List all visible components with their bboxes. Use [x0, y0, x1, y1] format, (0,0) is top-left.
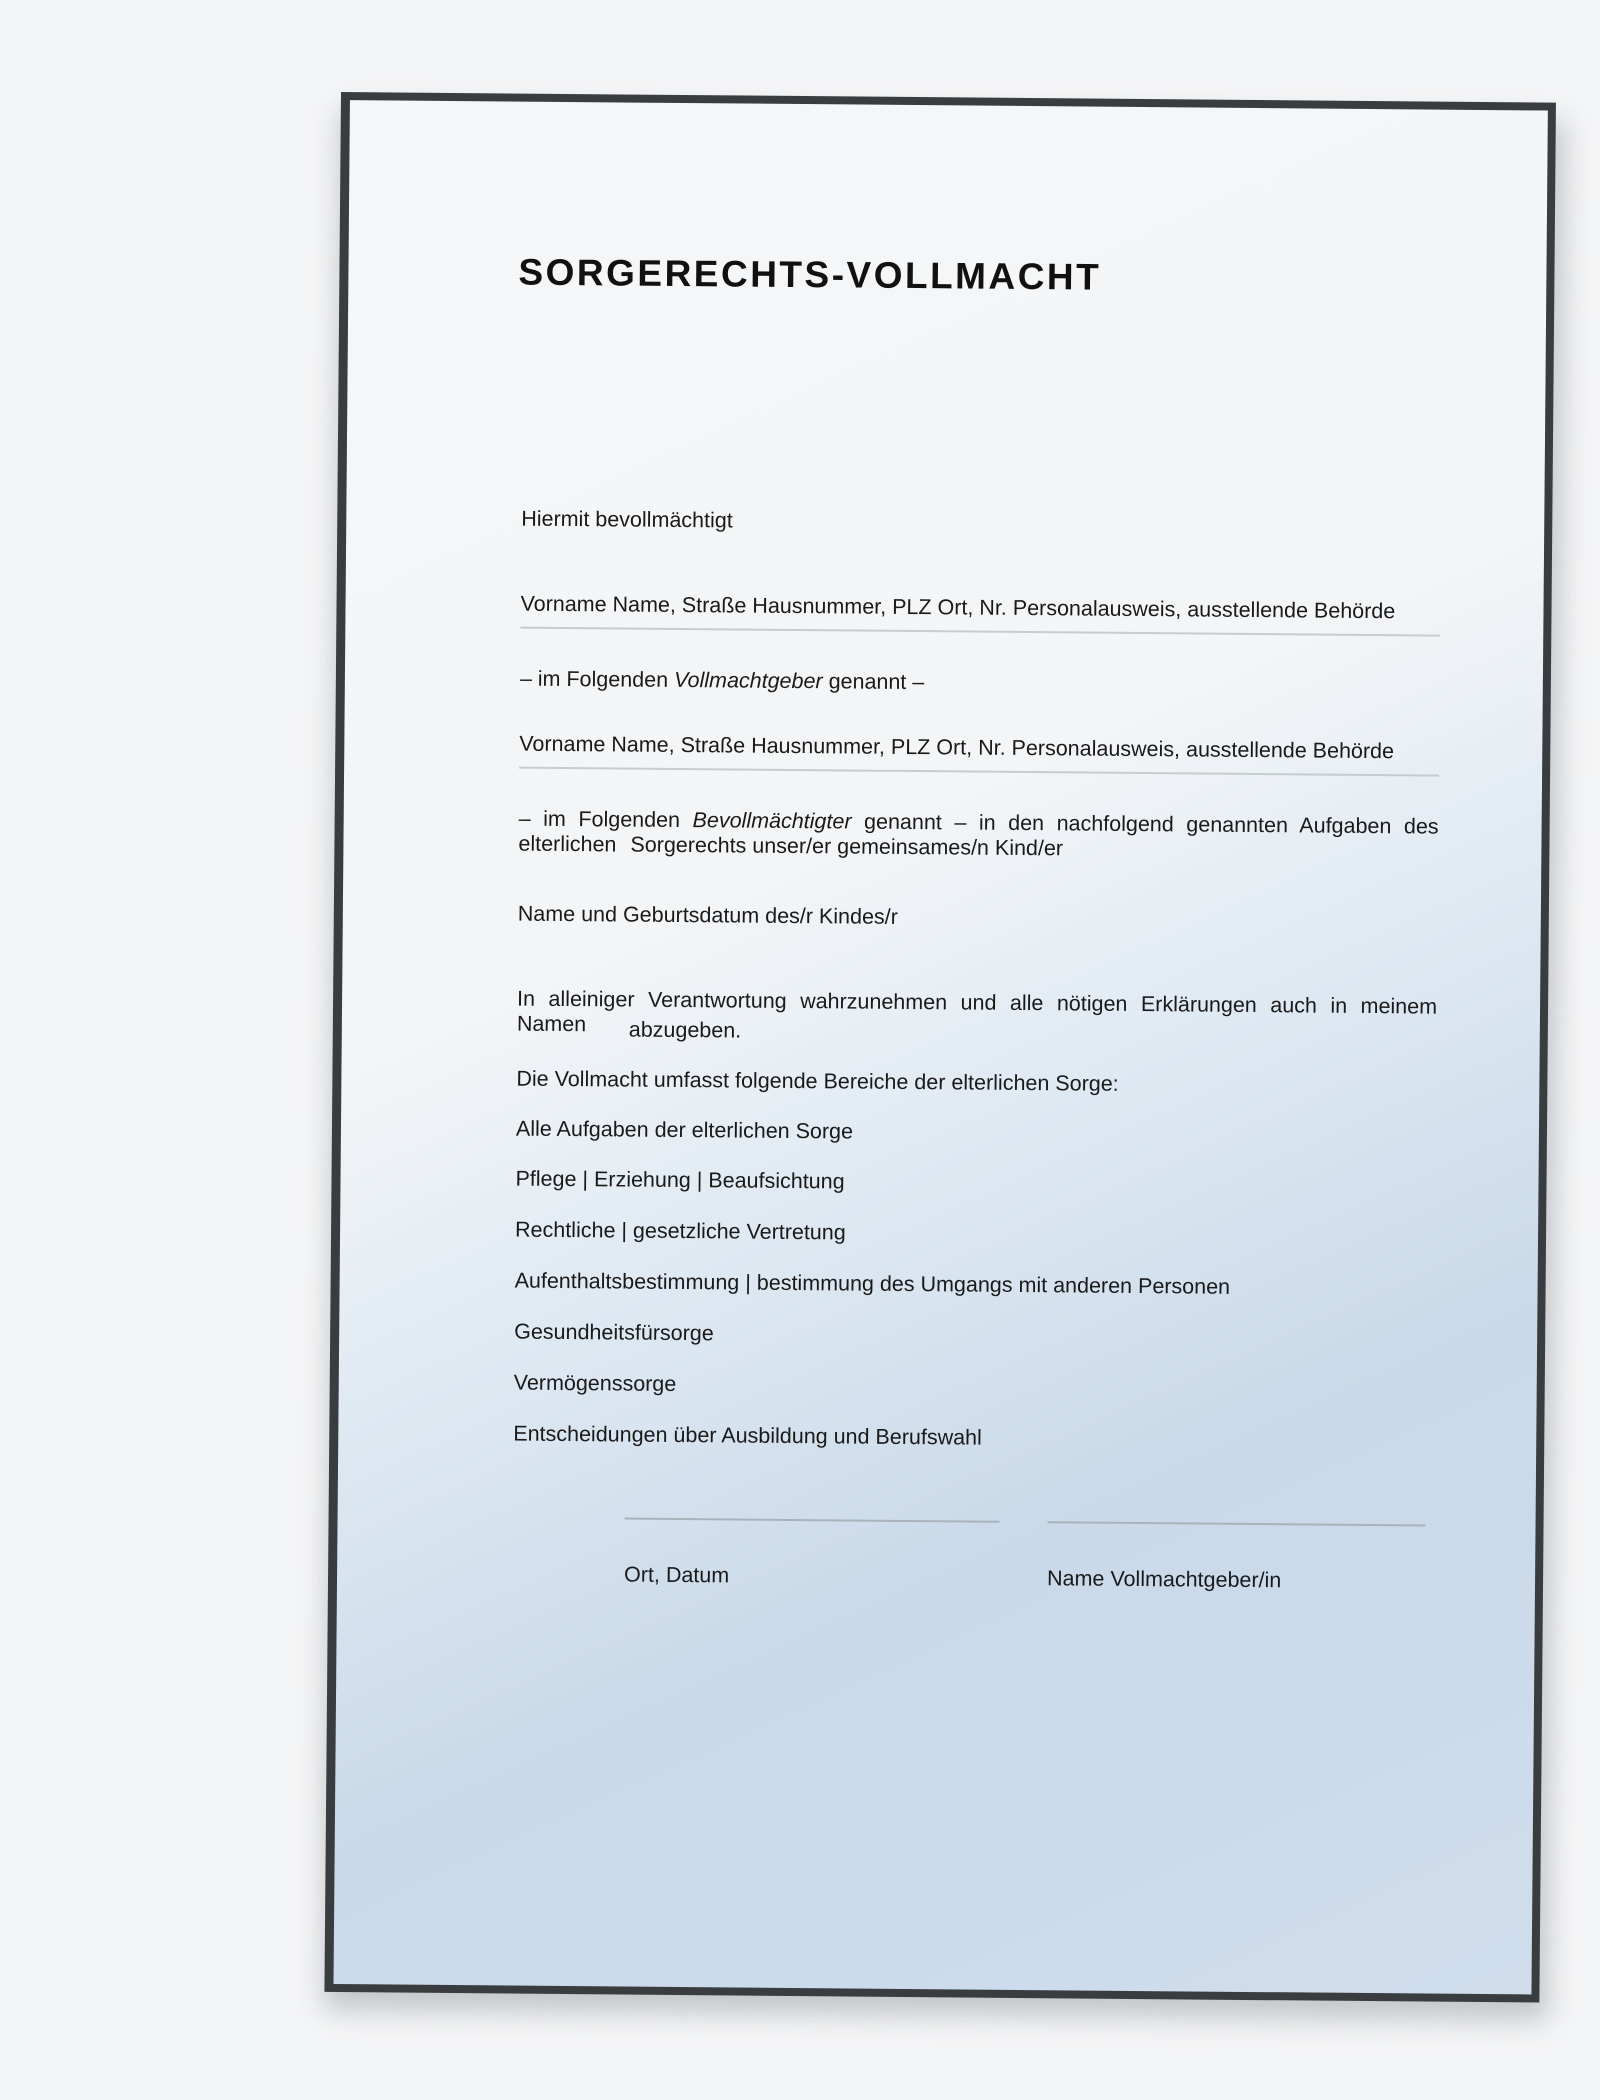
- scope-item: Gesundheitsfürsorge: [514, 1319, 714, 1346]
- scope-item: Aufenthaltsbestimmung | bestimmung des Umgangs mit anderen Personen: [514, 1268, 1231, 1299]
- attorney-designation-suffix: genannt – in den nachfolgend genannten Aufgaben des elterlichen: [518, 809, 1439, 857]
- attorney-designation-line2: Sorgerechts unser/er gemeinsames/n Kind/er: [630, 832, 1064, 861]
- scope-intro: Die Vollmacht umfasst folgende Bereiche der elterlichen Sorge:: [516, 1066, 1119, 1096]
- principal-designation-prefix: – im Folgenden: [519, 666, 675, 692]
- scope-item: Vermögenssorge: [513, 1370, 677, 1396]
- scope-item: Rechtliche | gesetzliche Vertretung: [514, 1217, 846, 1245]
- principal-field-line: [520, 627, 1440, 637]
- principal-field-label: Vorname Name, Straße Hausnummer, PLZ Ort, Nr. Personalausweis, ausstellende Behörde: [520, 591, 1396, 624]
- intro-text: Hiermit bevollmächtigt: [521, 506, 733, 533]
- attorney-field-label: Vorname Name, Straße Hausnummer, PLZ Ort, Nr. Personalausweis, ausstellende Behörde: [519, 731, 1395, 764]
- attorney-designation-prefix: – im Folgenden: [518, 806, 693, 833]
- responsibility-text-line2: abzugeben.: [628, 1017, 742, 1043]
- scope-item: Entscheidungen über Ausbildung und Berufswahl: [513, 1421, 982, 1450]
- document-title: SORGERECHTS-VOLLMACHT: [518, 251, 1102, 298]
- attorney-field-line: [519, 767, 1439, 777]
- child-field-label: Name und Geburtsdatum des/r Kindes/r: [517, 901, 898, 929]
- signature-label-place-date: Ort, Datum: [623, 1562, 730, 1588]
- principal-designation: [520, 667, 925, 696]
- scope-item: Alle Aufgaben der elterlichen Sorge: [515, 1116, 854, 1144]
- signature-line-right: [1048, 1521, 1426, 1526]
- signature-label-name: Name Vollmachtgeber/in: [1046, 1566, 1282, 1593]
- principal-term: Vollmachtgeber: [673, 667, 823, 694]
- scope-item: Pflege | Erziehung | Beaufsichtung: [515, 1166, 845, 1194]
- principal-designation-suffix: genannt –: [822, 669, 925, 695]
- signature-line-left: [625, 1518, 1000, 1523]
- attorney-term: Bevollmächtigter: [692, 808, 852, 834]
- responsibility-text: In alleiniger Verantwortung wahrzunehmen und alle nötigen Erklärungen auch in meinem Namen: [516, 986, 1438, 1037]
- document-page: [324, 92, 1556, 2003]
